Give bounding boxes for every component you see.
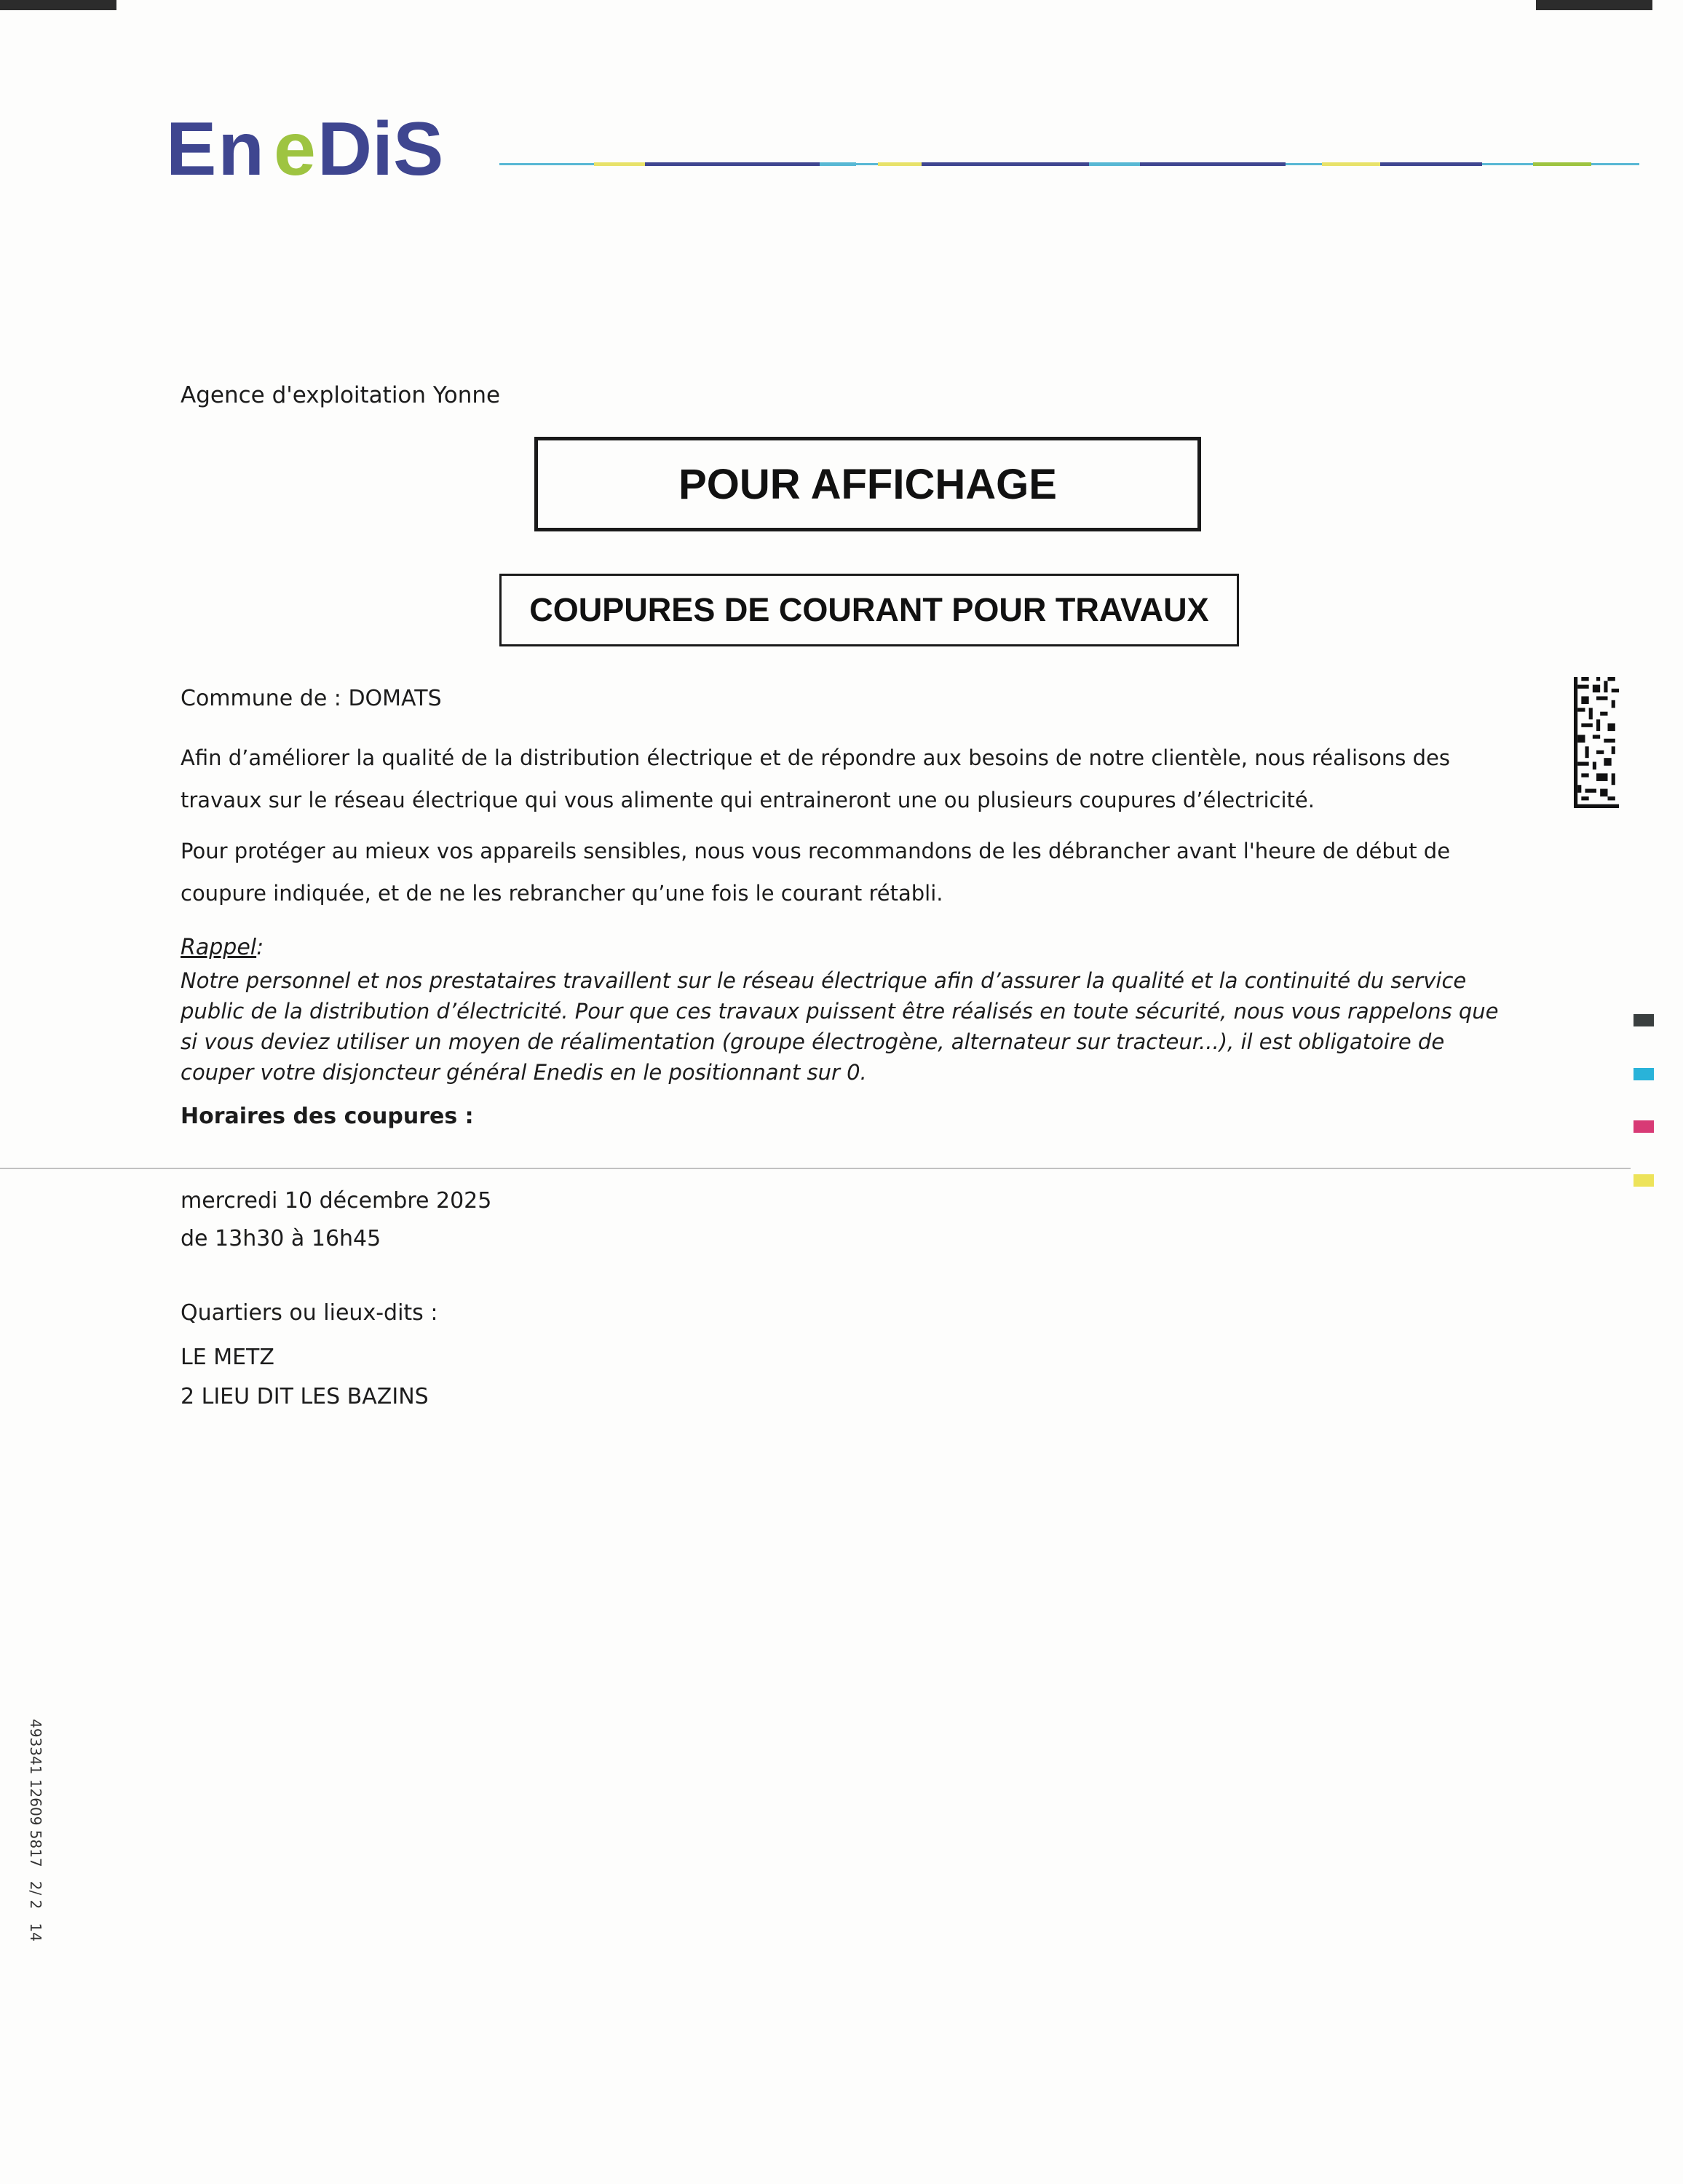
outage-schedule (181, 1182, 491, 1258)
lieu-item: 2 LIEU DIT LES BAZINS (181, 1384, 429, 1409)
outage-date: mercredi 10 décembre 2025 (181, 1188, 492, 1214)
scan-corner-mark-left (0, 0, 116, 10)
lieux-label: Quartiers ou lieux-dits : (181, 1300, 438, 1326)
svg-text:e: e (274, 111, 316, 183)
horaires-heading: Horaires des coupures : (181, 1104, 474, 1129)
paragraph-quality: Afin d’améliorer la qualité de la distribution électrique et de répondre aux besoins de notre clientèle, nous réalisons des travaux sur le réseau électrique qui vous alimente qui entraineront une ou plusieurs coupures d’électricité. (181, 745, 1450, 812)
datamatrix-code (1574, 677, 1619, 808)
color-mark-cyan (1634, 1068, 1654, 1080)
paragraph-devices: Pour protéger au mieux vos appareils sensibles, nous vous recommandons de les débrancher avant l'heure de début de coupure indiquée, et de ne les rebrancher qu’une fois le courant rétabli. (181, 839, 1451, 906)
color-mark-yellow (1634, 1174, 1654, 1187)
outage-time: de 13h30 à 16h45 (181, 1226, 381, 1251)
header-rule (499, 160, 1639, 169)
svg-text:En: En (166, 111, 266, 183)
rappel-text: Notre personnel et nos prestataires travaillent sur le réseau électrique afin d’assurer la qualité et la continuité du service public de la distribution d’électricité. Pour que ces travaux puissent être réalisés en toute sécurité, nous vous rappelons que si vous deviez utiliser un moyen de réalimentation (groupe électrogène, alternateur sur tracteur...), il est obligatoire de couper votre disjoncteur général Enedis en le positionnant sur 0. (181, 968, 1499, 1085)
rappel-colon: : (256, 935, 264, 960)
banner-main-text: POUR AFFICHAGE (678, 460, 1057, 508)
commune-line: Commune de : DOMATS (181, 686, 442, 711)
color-mark-black (1634, 1014, 1654, 1026)
banner-coupures (499, 574, 1239, 646)
banner-sub-text: COUPURES DE COURANT POUR TRAVAUX (529, 591, 1209, 628)
banner-pour-affichage (534, 437, 1201, 531)
fold-line (0, 1168, 1631, 1169)
agency-name: Agence d'exploitation Yonne (181, 382, 501, 408)
lieux-list (181, 1338, 429, 1417)
scan-corner-mark-right (1536, 0, 1652, 10)
color-mark-magenta (1634, 1120, 1654, 1133)
lieu-item: LE METZ (181, 1345, 274, 1370)
svg-text:DiS: DiS (317, 111, 444, 183)
rappel-label: Rappel (181, 935, 257, 960)
rappel-heading (181, 935, 264, 960)
enedis-logo (166, 111, 479, 183)
margin-side-code: 493341 12609 5817 2/ 2 14 (27, 1719, 44, 1942)
